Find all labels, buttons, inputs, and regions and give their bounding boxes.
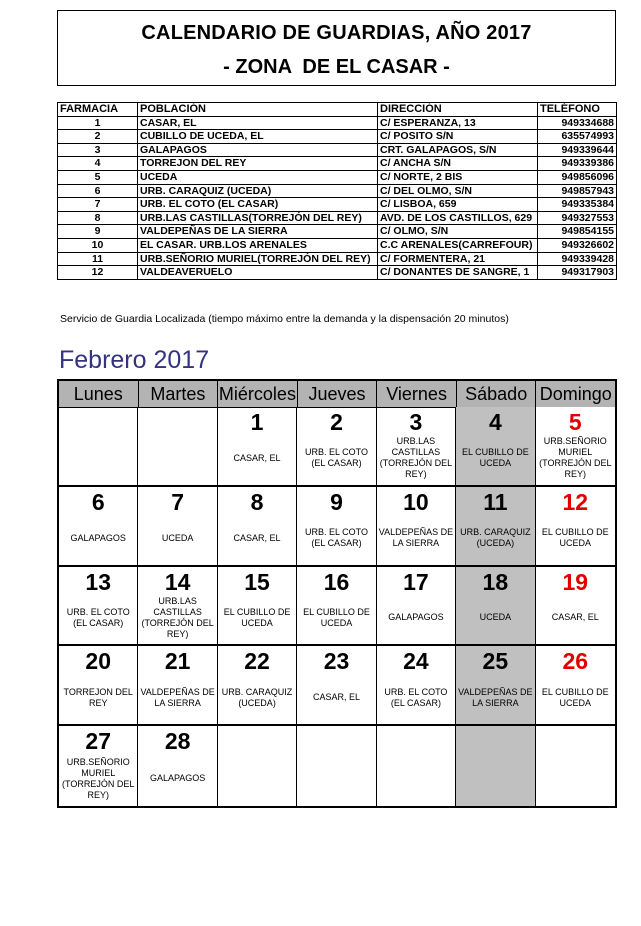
pharmacy-number: 10 [58,238,138,252]
calendar-day-cell [297,646,376,726]
calendar-day-cell [138,487,217,567]
day-number: 27 [85,728,111,755]
pharmacy-town: EL CASAR. URB.LOS ARENALES [138,238,378,252]
day-number: 18 [482,568,509,595]
calendar-day-cell [536,407,615,487]
pharmacy-address: C/ LISBOA, 659 [378,198,538,212]
weekday-jueves: Jueves [298,381,378,407]
pharmacy-address: CRT. GALAPAGOS, S/N [378,143,538,157]
duty-pharmacy: EL CUBILLO DE UCEDA [303,606,370,628]
duty-pharmacy: TORREJON DEL REY [63,686,133,708]
title-box [57,10,616,86]
calendar-day-cell [218,487,297,567]
calendar-day-cell [456,407,535,487]
pharmacy-town: TORREJON DEL REY [138,157,378,171]
calendar-day-cell [297,567,376,647]
table-row [58,157,617,171]
pharmacy-address: C/ ANCHA S/N [378,157,538,171]
duty-pharmacy [298,753,374,804]
service-note: Servicio de Guardia Localizada (tiempo máximo entre la demanda y la dispensación 20 minutos) [60,313,509,325]
pharmacy-town: URB. CARAQUIZ (UCEDA) [138,184,378,198]
table-row [58,225,617,239]
duty-pharmacy: URB.LAS CASTILLAS (TORREJÓN DEL REY) [379,436,453,480]
calendar-day-cell [377,567,456,647]
day-number: 8 [250,488,264,515]
calendar-day-cell [377,726,456,806]
pharmacy-address: C.C ARENALES(CARREFOUR) [378,238,538,252]
pharmacy-phone: 949326602 [538,238,617,252]
pharmacy-town: GALAPAGOS [138,143,378,157]
day-number: 3 [409,409,423,435]
pharmacy-number: 8 [58,211,138,225]
pharmacy-phone: 635574993 [538,130,617,144]
duty-pharmacy: CASAR, EL [233,532,281,543]
duty-pharmacy: URB.SEÑORIO MURIEL (TORREJÓN DEL REY) [62,756,135,800]
table-row [58,130,617,144]
day-number: 23 [323,648,350,675]
duty-pharmacy: URB. CARAQUIZ (UCEDA) [221,686,293,708]
duty-pharmacy: EL CUBILLO DE UCEDA [462,447,529,469]
pharmacy-address: C/ POSITO S/N [378,130,538,144]
calendar-grid [59,407,615,806]
calendar-day-cell [536,567,615,647]
calendar-day-cell [138,646,217,726]
calendar-day-cell [456,567,535,647]
day-number: 14 [164,568,191,595]
pharmacy-phone: 949339644 [538,143,617,157]
duty-pharmacy: EL CUBILLO DE UCEDA [541,686,609,708]
duty-pharmacy: URB. EL COTO (EL CASAR) [66,606,130,628]
pharmacy-number: 4 [58,157,138,171]
duty-pharmacy: URB. EL COTO (EL CASAR) [304,527,368,549]
pharmacy-table-header [58,103,617,117]
duty-pharmacy: CASAR, EL [551,612,599,623]
pharmacy-address: C/ DONANTES DE SANGRE, 1 [378,266,538,280]
day-number: 5 [568,409,582,435]
duty-pharmacy: GALAPAGOS [388,612,444,623]
pharmacy-phone: 949856096 [538,170,617,184]
table-row [58,238,617,252]
calendar-day-cell [297,407,376,487]
calendar-day-cell [59,407,138,487]
calendar-day-cell [377,487,456,567]
duty-pharmacy: VALDEPEÑAS DE LA SIERRA [458,686,533,708]
pharmacy-phone: 949339428 [538,252,617,266]
weekday-martes: Martes [139,381,219,407]
duty-pharmacy: URB. EL COTO (EL CASAR) [304,447,368,469]
duty-pharmacy: UCEDA [479,612,512,623]
day-number: 13 [85,568,111,595]
day-number: 10 [403,488,429,515]
weekday-viernes: Viernes [377,381,457,407]
calendar-day-cell [138,567,217,647]
table-row [58,184,617,198]
day-number: 6 [91,488,105,515]
pharmacy-phone: 949327553 [538,211,617,225]
calendar-day-cell [59,567,138,647]
calendar-day-cell [138,726,217,806]
calendar-day-cell [536,726,615,806]
calendar-day-cell [59,726,138,806]
duty-pharmacy: URB. EL COTO (EL CASAR) [384,686,448,708]
day-number: 22 [244,648,270,675]
pharmacy-phone: 949339386 [538,157,617,171]
calendar-day-cell [59,487,138,567]
day-number: 16 [323,568,350,595]
column-header-direccion: DIRECCIÓN [378,103,538,117]
column-header-poblacion: POBLACIÓN [138,103,378,117]
pharmacy-town: VALDEPEÑAS DE LA SIERRA [138,225,378,239]
calendar-day-cell [377,646,456,726]
pharmacy-address: C/ ESPERANZA, 13 [378,116,538,130]
month-title: Febrero 2017 [59,346,210,374]
day-number: 26 [562,648,589,675]
day-number: 20 [85,648,111,675]
pharmacy-phone: 949334688 [538,116,617,130]
pharmacy-town: CUBILLO DE UCEDA, EL [138,130,378,144]
day-number: 4 [488,409,502,435]
duty-pharmacy: VALDEPEÑAS DE LA SIERRA [140,686,215,708]
duty-pharmacy: EL CUBILLO DE UCEDA [541,527,609,549]
day-number: 19 [562,568,589,595]
weekday-sabado: Sábado [457,381,537,407]
calendar-day-cell [218,646,297,726]
pharmacy-town: VALDEAVERUELO [138,266,378,280]
duty-pharmacy: CASAR, EL [312,692,360,703]
duty-pharmacy [60,434,136,483]
pharmacy-town: URB.LAS CASTILLAS(TORREJÓN DEL REY) [138,211,378,225]
duty-pharmacy: GALAPAGOS [149,773,206,784]
weekday-domingo: Domingo [539,384,612,404]
calendar-day-cell [218,726,297,806]
pharmacy-address: AVD. DE LOS CASTILLOS, 629 [378,211,538,225]
pharmacy-phone: 949335384 [538,198,617,212]
table-row [58,116,617,130]
calendar-day-cell [456,487,535,567]
duty-pharmacy: UCEDA [161,532,194,543]
page-subtitle: - ZONA DE EL CASAR - [223,56,450,78]
duty-pharmacy [219,753,295,804]
page-title: CALENDARIO DE GUARDIAS, AÑO 2017 [141,22,532,44]
pharmacy-phone: 949854155 [538,225,617,239]
calendar-day-cell [297,487,376,567]
pharmacy-number: 1 [58,116,138,130]
calendar-day-cell [218,407,297,487]
table-row [58,266,617,280]
pharmacy-phone: 949857943 [538,184,617,198]
pharmacy-address: C/ DEL OLMO, S/N [378,184,538,198]
pharmacy-number: 7 [58,198,138,212]
duty-pharmacy: EL CUBILLO DE UCEDA [223,606,291,628]
day-number: 17 [403,568,429,595]
pharmacy-phone: 949317903 [538,266,617,280]
calendar-day-cell [536,646,615,726]
pharmacy-number: 3 [58,143,138,157]
pharmacy-number: 9 [58,225,138,239]
pharmacy-address: C/ NORTE, 2 BIS [378,170,538,184]
calendar-day-cell [297,726,376,806]
pharmacy-number: 6 [58,184,138,198]
day-number: 11 [483,488,508,515]
pharmacy-town: URB.SEÑORIO MURIEL(TORREJÓN DEL REY) [138,252,378,266]
calendar-day-cell [138,407,217,487]
weekday-miercoles: Miércoles [218,381,298,407]
table-row [58,252,617,266]
pharmacy-number: 11 [58,252,138,266]
day-number: 24 [403,648,429,675]
day-number: 15 [244,568,270,595]
duty-pharmacy: URB.SEÑORIO MURIEL (TORREJÓN DEL REY) [539,436,612,480]
day-number: 25 [482,648,509,675]
table-row [58,170,617,184]
calendar-day-cell [456,726,535,806]
day-number: 21 [164,648,191,675]
pharmacy-town: URB. EL COTO (EL CASAR) [138,198,378,212]
calendar-day-cell [218,567,297,647]
duty-pharmacy [139,434,215,483]
day-number: 28 [164,728,191,755]
duty-pharmacy [378,753,454,804]
column-header-farmacia: FARMACIA [58,103,138,117]
pharmacy-number: 2 [58,130,138,144]
table-row [58,198,617,212]
pharmacy-number: 12 [58,266,138,280]
column-header-telefono: TELÉFONO [538,103,617,117]
day-number: 12 [562,488,589,515]
weekday-lunes: Lunes [59,381,139,407]
calendar-day-cell [59,646,138,726]
duty-pharmacy: URB. CARAQUIZ (UCEDA) [460,527,531,549]
duty-pharmacy: URB.LAS CASTILLAS (TORREJÓN DEL REY) [141,595,214,639]
pharmacy-number: 5 [58,170,138,184]
duty-pharmacy: GALAPAGOS [70,532,126,543]
pharmacy-town: CASAR, EL [138,116,378,130]
duty-pharmacy: VALDEPEÑAS DE LA SIERRA [378,527,454,549]
duty-pharmacy: CASAR, EL [233,452,281,463]
calendar [57,379,617,808]
calendar-day-cell [456,646,535,726]
day-number: 1 [250,409,264,435]
pharmacy-table [57,102,617,280]
table-row [58,211,617,225]
table-row [58,143,617,157]
day-number: 9 [330,488,343,515]
pharmacy-town: UCEDA [138,170,378,184]
duty-pharmacy [537,753,614,804]
day-number: 2 [330,409,343,435]
calendar-day-cell [377,407,456,487]
duty-pharmacy [457,753,533,804]
weekday-header [59,381,615,408]
pharmacy-address: C/ FORMENTERA, 21 [378,252,538,266]
day-number: 7 [171,488,185,515]
pharmacy-address: C/ OLMO, S/N [378,225,538,239]
calendar-day-cell [536,487,615,567]
